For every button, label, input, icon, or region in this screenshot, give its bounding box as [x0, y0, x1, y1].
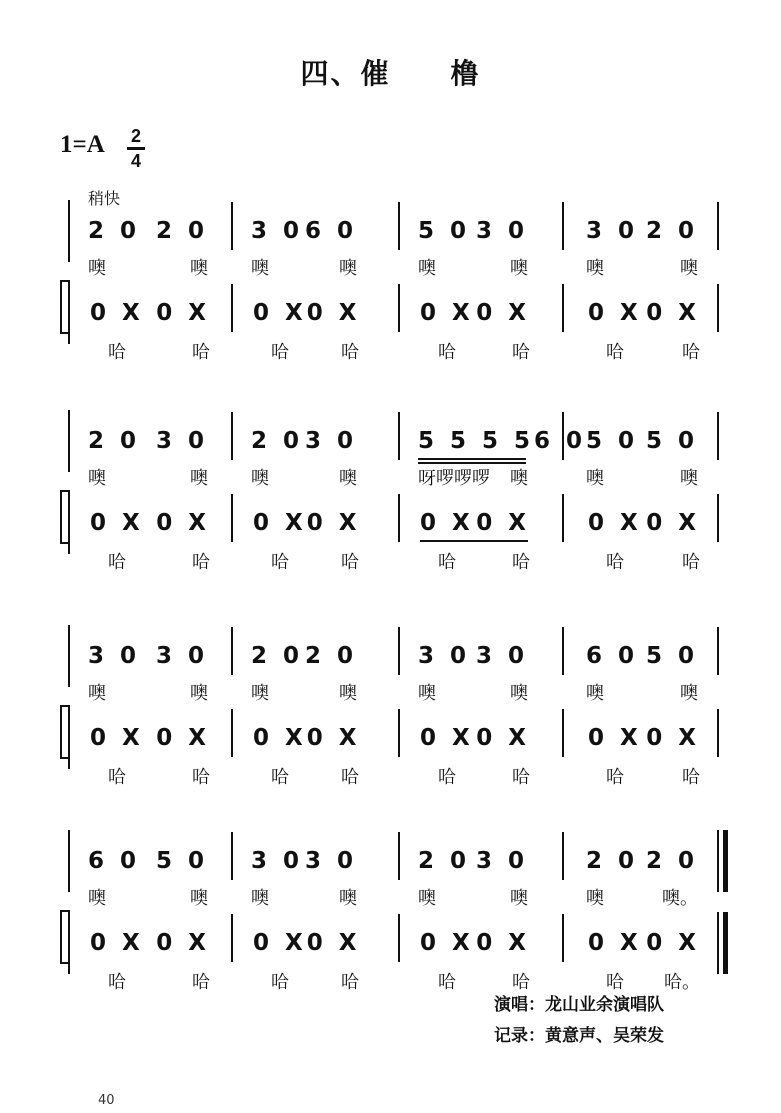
- barline: [398, 284, 400, 332]
- note-group: 6 0: [304, 218, 357, 244]
- note-group: 3 0: [475, 218, 528, 244]
- notes: [253, 510, 359, 536]
- note-group: 2 0: [251, 428, 304, 454]
- final-barline-thin: [717, 912, 719, 974]
- note-group: 0 X: [476, 930, 530, 956]
- lyric: 噢: [251, 888, 269, 909]
- notes: [251, 218, 357, 244]
- notes: [420, 930, 530, 956]
- measure-4: [588, 930, 700, 993]
- key-text: 1=A: [60, 131, 105, 158]
- lyrics: [251, 464, 357, 490]
- measure-4: [586, 218, 698, 278]
- lyric: 哈: [108, 552, 126, 573]
- notes: [420, 300, 530, 326]
- lyrics: [586, 464, 698, 490]
- barline: [398, 494, 400, 542]
- lyrics: [251, 884, 357, 910]
- barline: [717, 709, 719, 757]
- lyrics: [588, 763, 700, 789]
- note-group: 3 0: [475, 848, 528, 874]
- time-signature: [126, 127, 146, 170]
- lyric: 哈: [192, 972, 210, 993]
- lyric: 噢: [88, 258, 106, 279]
- note-group: 5 0: [586, 428, 639, 454]
- notes: [88, 643, 208, 669]
- lyric: 哈: [682, 552, 700, 573]
- note-group: 5 0: [645, 643, 698, 669]
- lyric: 哈: [606, 552, 624, 573]
- barline: [717, 284, 719, 332]
- notes: [586, 848, 698, 874]
- note-group: 0 X: [476, 725, 530, 751]
- barline: [562, 284, 564, 332]
- lyric: 噢。: [662, 888, 698, 909]
- notes: [420, 725, 530, 751]
- system-start-line: [68, 200, 70, 262]
- lyric: 噢: [190, 468, 208, 489]
- lyric: 呀啰啰啰: [418, 468, 490, 489]
- barline: [231, 709, 233, 757]
- notes: [88, 218, 208, 244]
- lower-staff: [0, 707, 781, 787]
- lyric: 哈: [438, 552, 456, 573]
- measure-2: [251, 218, 357, 278]
- lower-staff: [0, 912, 781, 992]
- note-group: 0 X: [420, 930, 474, 956]
- lyric: 哈: [192, 552, 210, 573]
- lyrics: [418, 464, 528, 490]
- measure-2: [251, 643, 357, 703]
- fraction-bar: [127, 147, 145, 150]
- lyric: 噢: [418, 888, 436, 909]
- lyric: 哈: [341, 342, 359, 363]
- note-group: 3 0: [251, 848, 304, 874]
- lyrics: [253, 763, 359, 789]
- lyrics: [90, 548, 210, 574]
- measure-3: [420, 510, 530, 573]
- barline: [231, 832, 233, 880]
- lyric: 哈: [512, 767, 530, 788]
- upper-staff: [0, 625, 781, 705]
- lyrics: [588, 548, 700, 574]
- barline: [562, 709, 564, 757]
- lyric: 哈: [271, 342, 289, 363]
- note-group: 3 0: [418, 643, 471, 669]
- barline: [398, 202, 400, 250]
- lyrics: [253, 968, 359, 994]
- note-group: 0 X: [588, 300, 642, 326]
- lyric: 噢: [510, 258, 528, 279]
- measure-2: [253, 725, 361, 788]
- measure-1: [90, 725, 210, 788]
- lyric: 哈: [512, 552, 530, 573]
- lyrics: [420, 548, 530, 574]
- note-group: 3 0: [155, 428, 208, 454]
- notes: [253, 725, 359, 751]
- measure-3: [420, 930, 530, 993]
- note-group: 0 X: [90, 510, 144, 536]
- measure-1: [88, 218, 208, 278]
- lyric: 噢: [251, 258, 269, 279]
- notes: [88, 428, 208, 454]
- note-group: 3 0: [304, 428, 357, 454]
- barline: [717, 202, 719, 250]
- note-group: 6 0: [586, 643, 639, 669]
- note-group: 0 X: [156, 300, 210, 326]
- measure-1: [90, 510, 210, 573]
- lower-staff: [0, 282, 781, 362]
- lyric: 噢: [586, 258, 604, 279]
- note-group: 0 X: [90, 300, 144, 326]
- barline: [562, 914, 564, 962]
- lyrics: [420, 338, 530, 364]
- lyrics: [253, 548, 359, 574]
- lyric: 噢: [586, 888, 604, 909]
- lyric: 哈: [341, 552, 359, 573]
- note-group: 0 X: [646, 300, 700, 326]
- note-group: 2 0: [645, 848, 698, 874]
- notes: [251, 643, 357, 669]
- lyric: 哈: [438, 972, 456, 993]
- lyric: 噢: [510, 888, 528, 909]
- note-group: 0 X: [420, 510, 474, 536]
- lyrics: [586, 254, 698, 280]
- barline: [562, 627, 564, 675]
- system-start-line: [68, 830, 70, 892]
- barline: [398, 914, 400, 962]
- lyric: 噢: [190, 258, 208, 279]
- staff-bracket: [60, 490, 70, 544]
- measure-3: [418, 643, 528, 703]
- note-group: 0 X: [306, 930, 361, 956]
- lyric: 哈: [341, 767, 359, 788]
- system-start-line: [68, 410, 70, 472]
- lyric: 哈: [512, 342, 530, 363]
- lyric: 噢: [680, 258, 698, 279]
- note-group: 5 0: [155, 848, 208, 874]
- final-barline-thin: [717, 830, 719, 892]
- note-group: 3 0: [586, 218, 639, 244]
- lyric: 噢: [586, 468, 604, 489]
- note-group: 0 X: [646, 510, 700, 536]
- lyric: 噢: [88, 888, 106, 909]
- credit-recorder: 记录：黄意声、吴荣发: [494, 1026, 664, 1046]
- notes: [90, 300, 210, 326]
- barline: [562, 202, 564, 250]
- note-group: 0 X: [90, 725, 144, 751]
- note-group: 0 X: [90, 930, 144, 956]
- page-number: 40: [98, 1093, 115, 1108]
- note-group: 0 X: [588, 930, 642, 956]
- lyric: 哈: [271, 972, 289, 993]
- system-start-line: [68, 625, 70, 687]
- staff-bracket: [60, 280, 70, 334]
- lyric: 哈: [606, 767, 624, 788]
- barline: [231, 284, 233, 332]
- note-group: 2 0: [251, 643, 304, 669]
- upper-staff: [0, 410, 781, 490]
- note-group: 2 0: [418, 848, 471, 874]
- lyric: 哈: [271, 552, 289, 573]
- staff-bracket: [60, 705, 70, 759]
- notes: [418, 218, 528, 244]
- lyrics: [418, 884, 528, 910]
- sixteenth-beam-1: [418, 458, 526, 460]
- lyric: 哈: [682, 342, 700, 363]
- measure-4: [586, 848, 698, 908]
- measure-2: [253, 510, 361, 573]
- note-group: 3 0: [88, 643, 141, 669]
- lyrics: [90, 763, 210, 789]
- note-group: 0 X: [253, 510, 307, 536]
- barline: [231, 494, 233, 542]
- note-group: 0 X: [588, 725, 642, 751]
- lyric: 噢: [88, 468, 106, 489]
- barline: [717, 412, 719, 460]
- lyric: 哈: [108, 972, 126, 993]
- tempo-marking: 稍快: [88, 189, 121, 208]
- note-group: 0 X: [476, 300, 530, 326]
- lyric: 噢: [339, 258, 357, 279]
- notes: [588, 510, 700, 536]
- lyric: 哈: [438, 342, 456, 363]
- lyric: 哈。: [664, 972, 700, 993]
- notes: [90, 930, 210, 956]
- measure-4: [588, 725, 700, 788]
- lyric: 哈: [192, 342, 210, 363]
- lyric: 噢: [510, 683, 528, 704]
- notes: [253, 930, 359, 956]
- note-group: 0 X: [253, 930, 307, 956]
- notes: [586, 643, 698, 669]
- lyric: 哈: [512, 972, 530, 993]
- measure-1: [88, 643, 208, 703]
- note-group: 0 X: [156, 930, 210, 956]
- lyric: 噢: [339, 888, 357, 909]
- measure-2: [253, 300, 361, 363]
- lyrics: [586, 679, 698, 705]
- lyric: 噢: [251, 683, 269, 704]
- barline: [231, 914, 233, 962]
- measure-4: [588, 510, 700, 573]
- note-group: 5 0: [645, 428, 698, 454]
- notes: [90, 725, 210, 751]
- final-barline-thick: [723, 912, 728, 974]
- barline: [562, 832, 564, 880]
- barline: [231, 412, 233, 460]
- measure-3: [418, 218, 528, 278]
- note-group: 6 0: [88, 848, 141, 874]
- note-group: 5 0: [418, 218, 471, 244]
- lyric: 哈: [606, 972, 624, 993]
- note-group: 3 0: [251, 218, 304, 244]
- note-group: 0 X: [646, 930, 700, 956]
- lyric: 哈: [108, 767, 126, 788]
- barline: [398, 412, 400, 460]
- notes: [418, 848, 528, 874]
- barline: [562, 494, 564, 542]
- barline: [398, 832, 400, 880]
- lyric: 哈: [682, 767, 700, 788]
- note-group: 0 X: [306, 300, 361, 326]
- measure-3: [418, 848, 528, 908]
- lyrics: [88, 464, 208, 490]
- lyric: 噢: [339, 683, 357, 704]
- notes: [418, 643, 528, 669]
- note-group: 0 X: [588, 510, 642, 536]
- lyric: 噢: [190, 888, 208, 909]
- note-group: 0 X: [306, 510, 361, 536]
- note-group: 3 0: [475, 643, 528, 669]
- note-group: 0 X: [253, 725, 307, 751]
- measure-4: [588, 300, 700, 363]
- barline: [231, 202, 233, 250]
- eighth-beam: [420, 540, 528, 542]
- staff-bracket: [60, 910, 70, 964]
- lyric: 噢: [680, 468, 698, 489]
- lyric: 噢: [680, 683, 698, 704]
- note-group: 2 0: [88, 218, 141, 244]
- lyric: 哈: [341, 972, 359, 993]
- measure-2: [253, 930, 361, 993]
- measure-1: [88, 428, 208, 488]
- lyrics: [88, 679, 208, 705]
- lyrics: [253, 338, 359, 364]
- lyrics: [251, 679, 357, 705]
- lyric: 哈: [192, 767, 210, 788]
- note-group: 0 X: [420, 300, 474, 326]
- measure-3: [418, 428, 587, 489]
- lyric: 噢: [418, 683, 436, 704]
- measure-2: [251, 428, 357, 488]
- lyric: 噢: [510, 468, 528, 489]
- notes: [251, 848, 357, 874]
- barline: [398, 627, 400, 675]
- measure-4: [586, 428, 698, 488]
- lyric: 哈: [271, 767, 289, 788]
- lyrics: [90, 338, 210, 364]
- note-group: 3 0: [155, 643, 208, 669]
- lyric: 哈: [108, 342, 126, 363]
- lyrics: [251, 254, 357, 280]
- measure-3: [420, 725, 530, 788]
- credit-performer: 演唱：龙山业余演唱队: [494, 995, 664, 1015]
- note-group: 0 X: [476, 510, 530, 536]
- notes: [588, 725, 700, 751]
- notes: [586, 218, 698, 244]
- lyric: 哈: [606, 342, 624, 363]
- lyrics: [90, 968, 210, 994]
- measure-3: [420, 300, 530, 363]
- note-group: 2 0: [304, 643, 357, 669]
- note-group: 5 5 5 5: [418, 428, 535, 454]
- upper-staff: [0, 830, 781, 910]
- sixteenth-beam-2: [418, 462, 526, 464]
- note-group: 2 0: [88, 428, 141, 454]
- barline: [717, 627, 719, 675]
- lyric: 噢: [190, 683, 208, 704]
- time-bottom: 4: [130, 151, 141, 171]
- song-title: 四、催 橹: [300, 57, 481, 90]
- notes: [418, 428, 587, 454]
- notes: [588, 930, 700, 956]
- notes: [90, 510, 210, 536]
- final-barline-thick: [723, 830, 728, 892]
- lyrics: [418, 679, 528, 705]
- notes: [88, 848, 208, 874]
- notes: [251, 428, 357, 454]
- time-top: 2: [130, 126, 141, 146]
- note-group: 0 X: [306, 725, 361, 751]
- note-group: 0 X: [156, 725, 210, 751]
- lyrics: [88, 884, 208, 910]
- lyric: 噢: [251, 468, 269, 489]
- notes: [586, 428, 698, 454]
- lower-staff: [0, 492, 781, 572]
- notes: [253, 300, 359, 326]
- lyric: 噢: [418, 258, 436, 279]
- notes: [588, 300, 700, 326]
- measure-1: [90, 930, 210, 993]
- lyrics: [588, 338, 700, 364]
- measure-2: [251, 848, 357, 908]
- note-group: 2 0: [645, 218, 698, 244]
- lyric: 噢: [88, 683, 106, 704]
- upper-staff: [0, 200, 781, 280]
- measure-4: [586, 643, 698, 703]
- lyric: 哈: [438, 767, 456, 788]
- lyrics: [420, 763, 530, 789]
- note-group: 0 X: [420, 725, 474, 751]
- barline: [231, 627, 233, 675]
- notes: [420, 510, 530, 536]
- lyrics: [418, 254, 528, 280]
- lyrics: [586, 884, 698, 910]
- lyric: 噢: [586, 683, 604, 704]
- measure-1: [90, 300, 210, 363]
- note-group: 0 X: [253, 300, 307, 326]
- note-group: 2 0: [155, 218, 208, 244]
- note-group: 0 X: [156, 510, 210, 536]
- barline: [717, 494, 719, 542]
- note-group: 6 0: [534, 428, 587, 454]
- lyrics: [88, 254, 208, 280]
- note-group: 2 0: [586, 848, 639, 874]
- barline: [398, 709, 400, 757]
- note-group: 3 0: [304, 848, 357, 874]
- lyric: 噢: [339, 468, 357, 489]
- note-group: 0 X: [646, 725, 700, 751]
- measure-1: [88, 848, 208, 908]
